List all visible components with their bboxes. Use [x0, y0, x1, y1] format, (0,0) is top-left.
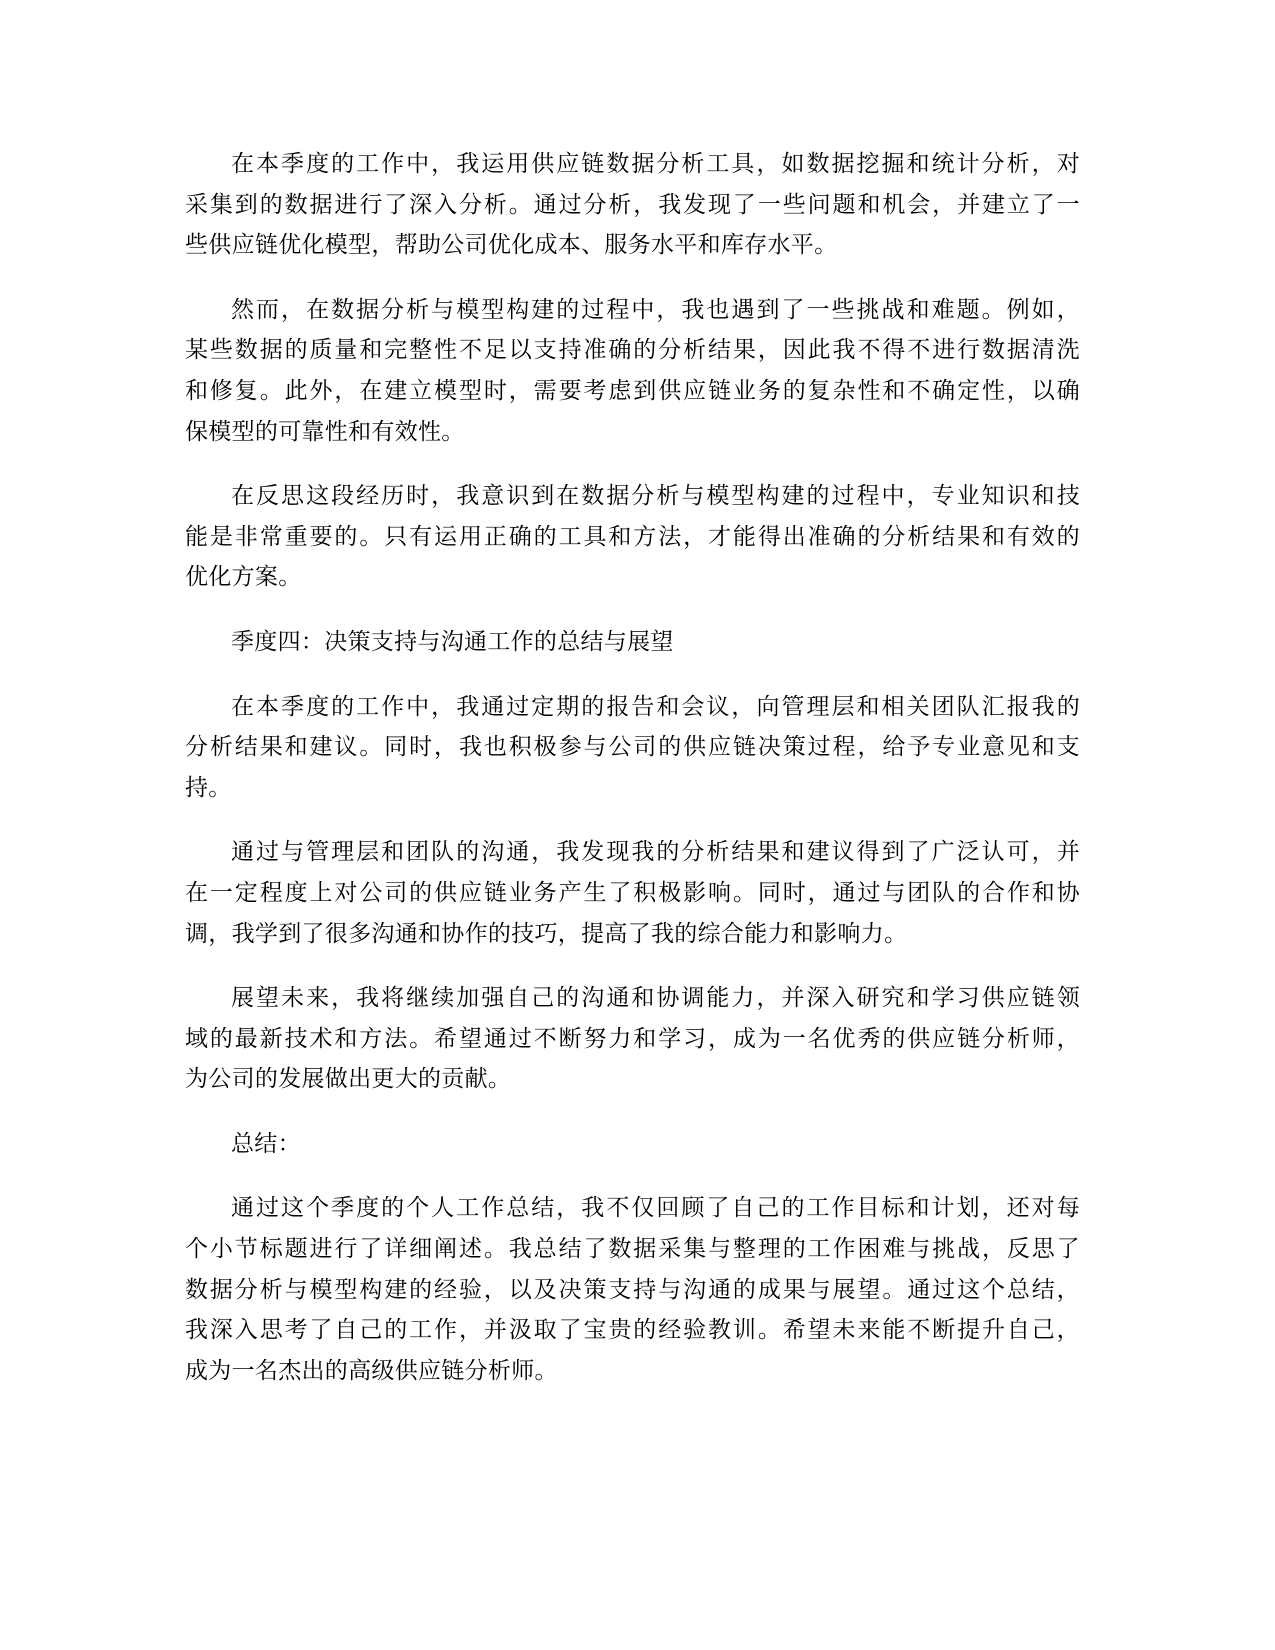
- text-line: 在本季度的工作中，我通过定期的报告和会议，向管理层和相关团队汇报我的: [231, 693, 1080, 720]
- section-heading-q4: [185, 622, 1080, 663]
- text-line: 优化方案。: [185, 564, 302, 591]
- paragraph-challenges: [185, 290, 1080, 452]
- paragraph-outlook: [185, 978, 1080, 1100]
- text-line: 个小节标题进行了详细阐述。我总结了数据采集与整理的工作困难与挑战，反思了: [185, 1236, 1080, 1263]
- text-line: 某些数据的质量和完整性不足以支持准确的分析结果，因此我不得不进行数据清洗: [185, 337, 1080, 364]
- heading-text: 总结：: [231, 1130, 301, 1157]
- text-line: 展望未来，我将继续加强自己的沟通和协调能力，并深入研究和学习供应链领: [231, 985, 1080, 1012]
- text-line: 和修复。此外，在建立模型时，需要考虑到供应链业务的复杂性和不确定性，以确: [185, 377, 1080, 404]
- text-line: 保模型的可靠性和有效性。: [185, 418, 465, 445]
- text-line: 在一定程度上对公司的供应链业务产生了积极影响。同时，通过与团队的合作和协: [185, 879, 1080, 906]
- text-line: 采集到的数据进行了深入分析。通过分析，我发现了一些问题和机会，并建立了一: [185, 191, 1080, 218]
- paragraph-reporting: [185, 687, 1080, 809]
- paragraph-conclusion: [185, 1188, 1080, 1391]
- text-line: 能是非常重要的。只有运用正确的工具和方法，才能得出准确的分析结果和有效的: [185, 523, 1080, 550]
- text-line: 通过与管理层和团队的沟通，我发现我的分析结果和建议得到了广泛认可，并: [231, 839, 1080, 866]
- heading-text: 季度四：决策支持与沟通工作的总结与展望: [231, 628, 674, 655]
- text-line: 在反思这段经历时，我意识到在数据分析与模型构建的过程中，专业知识和技: [231, 483, 1080, 510]
- text-line: 在本季度的工作中，我运用供应链数据分析工具，如数据挖掘和统计分析，对: [231, 151, 1080, 177]
- text-line: 通过这个季度的个人工作总结，我不仅回顾了自己的工作目标和计划，还对每: [231, 1195, 1080, 1222]
- text-line: 域的最新技术和方法。希望通过不断努力和学习，成为一名优秀的供应链分析师，: [185, 1025, 1080, 1052]
- text-line: 持。: [185, 774, 232, 801]
- text-line: 为公司的发展做出更大的贡献。: [185, 1066, 512, 1093]
- text-line: 成为一名杰出的高级供应链分析师。: [185, 1357, 558, 1384]
- text-line: 数据分析与模型构建的经验，以及决策支持与沟通的成果与展望。通过这个总结，: [185, 1276, 1080, 1303]
- text-line: 然而，在数据分析与模型构建的过程中，我也遇到了一些挑战和难题。例如，: [231, 296, 1080, 323]
- text-line: 些供应链优化模型，帮助公司优化成本、服务水平和库存水平。: [185, 232, 838, 259]
- paragraph-communication: [185, 832, 1080, 954]
- paragraph-reflection: [185, 476, 1080, 598]
- text-line: 我深入思考了自己的工作，并汲取了宝贵的经验教训。希望未来能不断提升自己，: [185, 1317, 1080, 1344]
- document-body: [185, 144, 1080, 1415]
- paragraph-analysis-tools: [185, 144, 1080, 266]
- section-heading-summary: [185, 1124, 1080, 1165]
- text-line: 调，我学到了很多沟通和协作的技巧，提高了我的综合能力和影响力。: [185, 920, 908, 947]
- text-line: 分析结果和建议。同时，我也积极参与公司的供应链决策过程，给予专业意见和支: [185, 734, 1080, 761]
